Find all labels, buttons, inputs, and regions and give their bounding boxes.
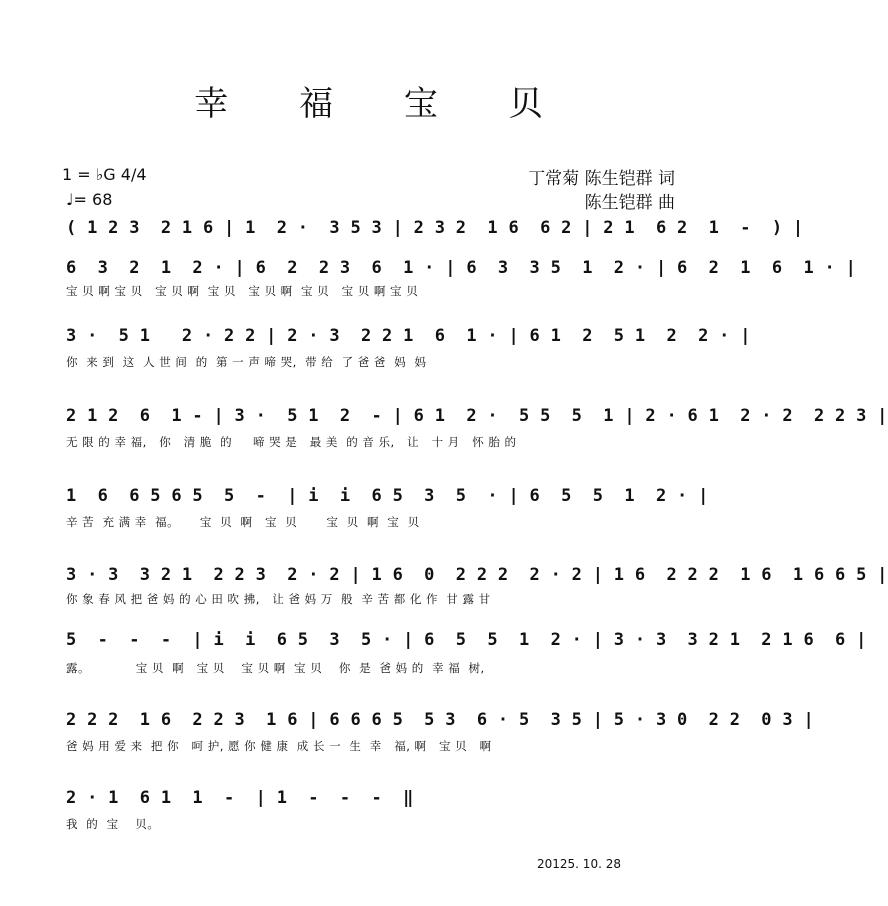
score-row-notes: 1 6 6 5 6 5 5 - | i i 6 5 3 5 · | 6 5 5 1 2 · | xyxy=(66,486,709,506)
score-row-lyrics: 你 来 到 这 人 世 间 的 第 一 声 啼 哭, 带 给 了 爸 爸 妈 妈 xyxy=(66,355,427,369)
score-row-notes: 2 2 2 1 6 2 2 3 1 6 | 6 6 6 5 5 3 6 · 5 3 5 | 5 · 3 0 2 2 0 3 | xyxy=(66,710,814,730)
score-row-notes: 6 3 2 1 2 · | 6 2 2 3 6 1 · | 6 3 3 5 1 2 · | 6 2 1 6 1 · | xyxy=(66,258,857,278)
score-row-notes: 2 · 1 6 1 1 - | 1 - - - ‖ xyxy=(66,788,414,808)
score-row-notes: 3 · 5 1 2 · 2 2 | 2 · 3 2 2 1 6 1 · | 6 1 2 5 1 2 2 · | xyxy=(66,326,751,346)
song-title: 幸 福 宝 贝 xyxy=(194,84,573,124)
key-signature: 1 = ♭G 4/4 xyxy=(62,165,147,184)
score-row-notes: 5 - - - | i i 6 5 3 5 · | 6 5 5 1 2 · | 3 · 3 3 2 1 2 1 6 6 | xyxy=(66,630,867,650)
score-row-lyrics: 宝 贝 啊 宝 贝 宝 贝 啊 宝 贝 宝 贝 啊 宝 贝 宝 贝 啊 宝 贝 xyxy=(66,284,419,298)
date-stamp: 20125. 10. 28 xyxy=(537,857,621,871)
composer-credit: 陈生铠群 曲 xyxy=(584,193,675,213)
score-row-lyrics: 辛 苦 充 满 幸 福。 宝 贝 啊 宝 贝 宝 贝 啊 宝 贝 xyxy=(66,515,420,529)
score-row-lyrics: 你 象 春 风 把 爸 妈 的 心 田 吹 拂, 让 爸 妈 万 般 辛 苦 都 化 作 甘 露 甘 xyxy=(66,592,491,606)
score-row-notes: 2 1 2 6 1 - | 3 · 5 1 2 - | 6 1 2 · 5 5 5 1 | 2 · 6 1 2 · 2 2 2 3 | xyxy=(66,406,888,426)
score-row-lyrics: 我 的 宝 贝。 xyxy=(66,817,160,831)
score-row-notes: ( 1 2 3 2 1 6 | 1 2 · 3 5 3 | 2 3 2 1 6 6 2 | 2 1 6 2 1 - ) | xyxy=(66,218,804,238)
tempo-marking: ♩= 68 xyxy=(66,190,113,209)
score-row-notes: 3 · 3 3 2 1 2 2 3 2 · 2 | 1 6 0 2 2 2 2 · 2 | 1 6 2 2 2 1 6 1 6 6 5 | xyxy=(66,565,888,585)
score-row-lyrics: 无 限 的 幸 福, 你 清 脆 的 啼 哭 是 最 美 的 音 乐, 让 十 月 怀 胎 的 xyxy=(66,435,517,449)
lyricist-credit: 丁常菊 陈生铠群 词 xyxy=(528,169,675,189)
score-row-lyrics: 爸 妈 用 爱 来 把 你 呵 护, 愿 你 健 康 成 长 一 生 幸 福, 啊 宝 贝 啊 xyxy=(66,739,492,753)
score-row-lyrics: 露。 宝 贝 啊 宝 贝 宝 贝 啊 宝 贝 你 是 爸 妈 的 幸 福 树, xyxy=(66,661,485,675)
